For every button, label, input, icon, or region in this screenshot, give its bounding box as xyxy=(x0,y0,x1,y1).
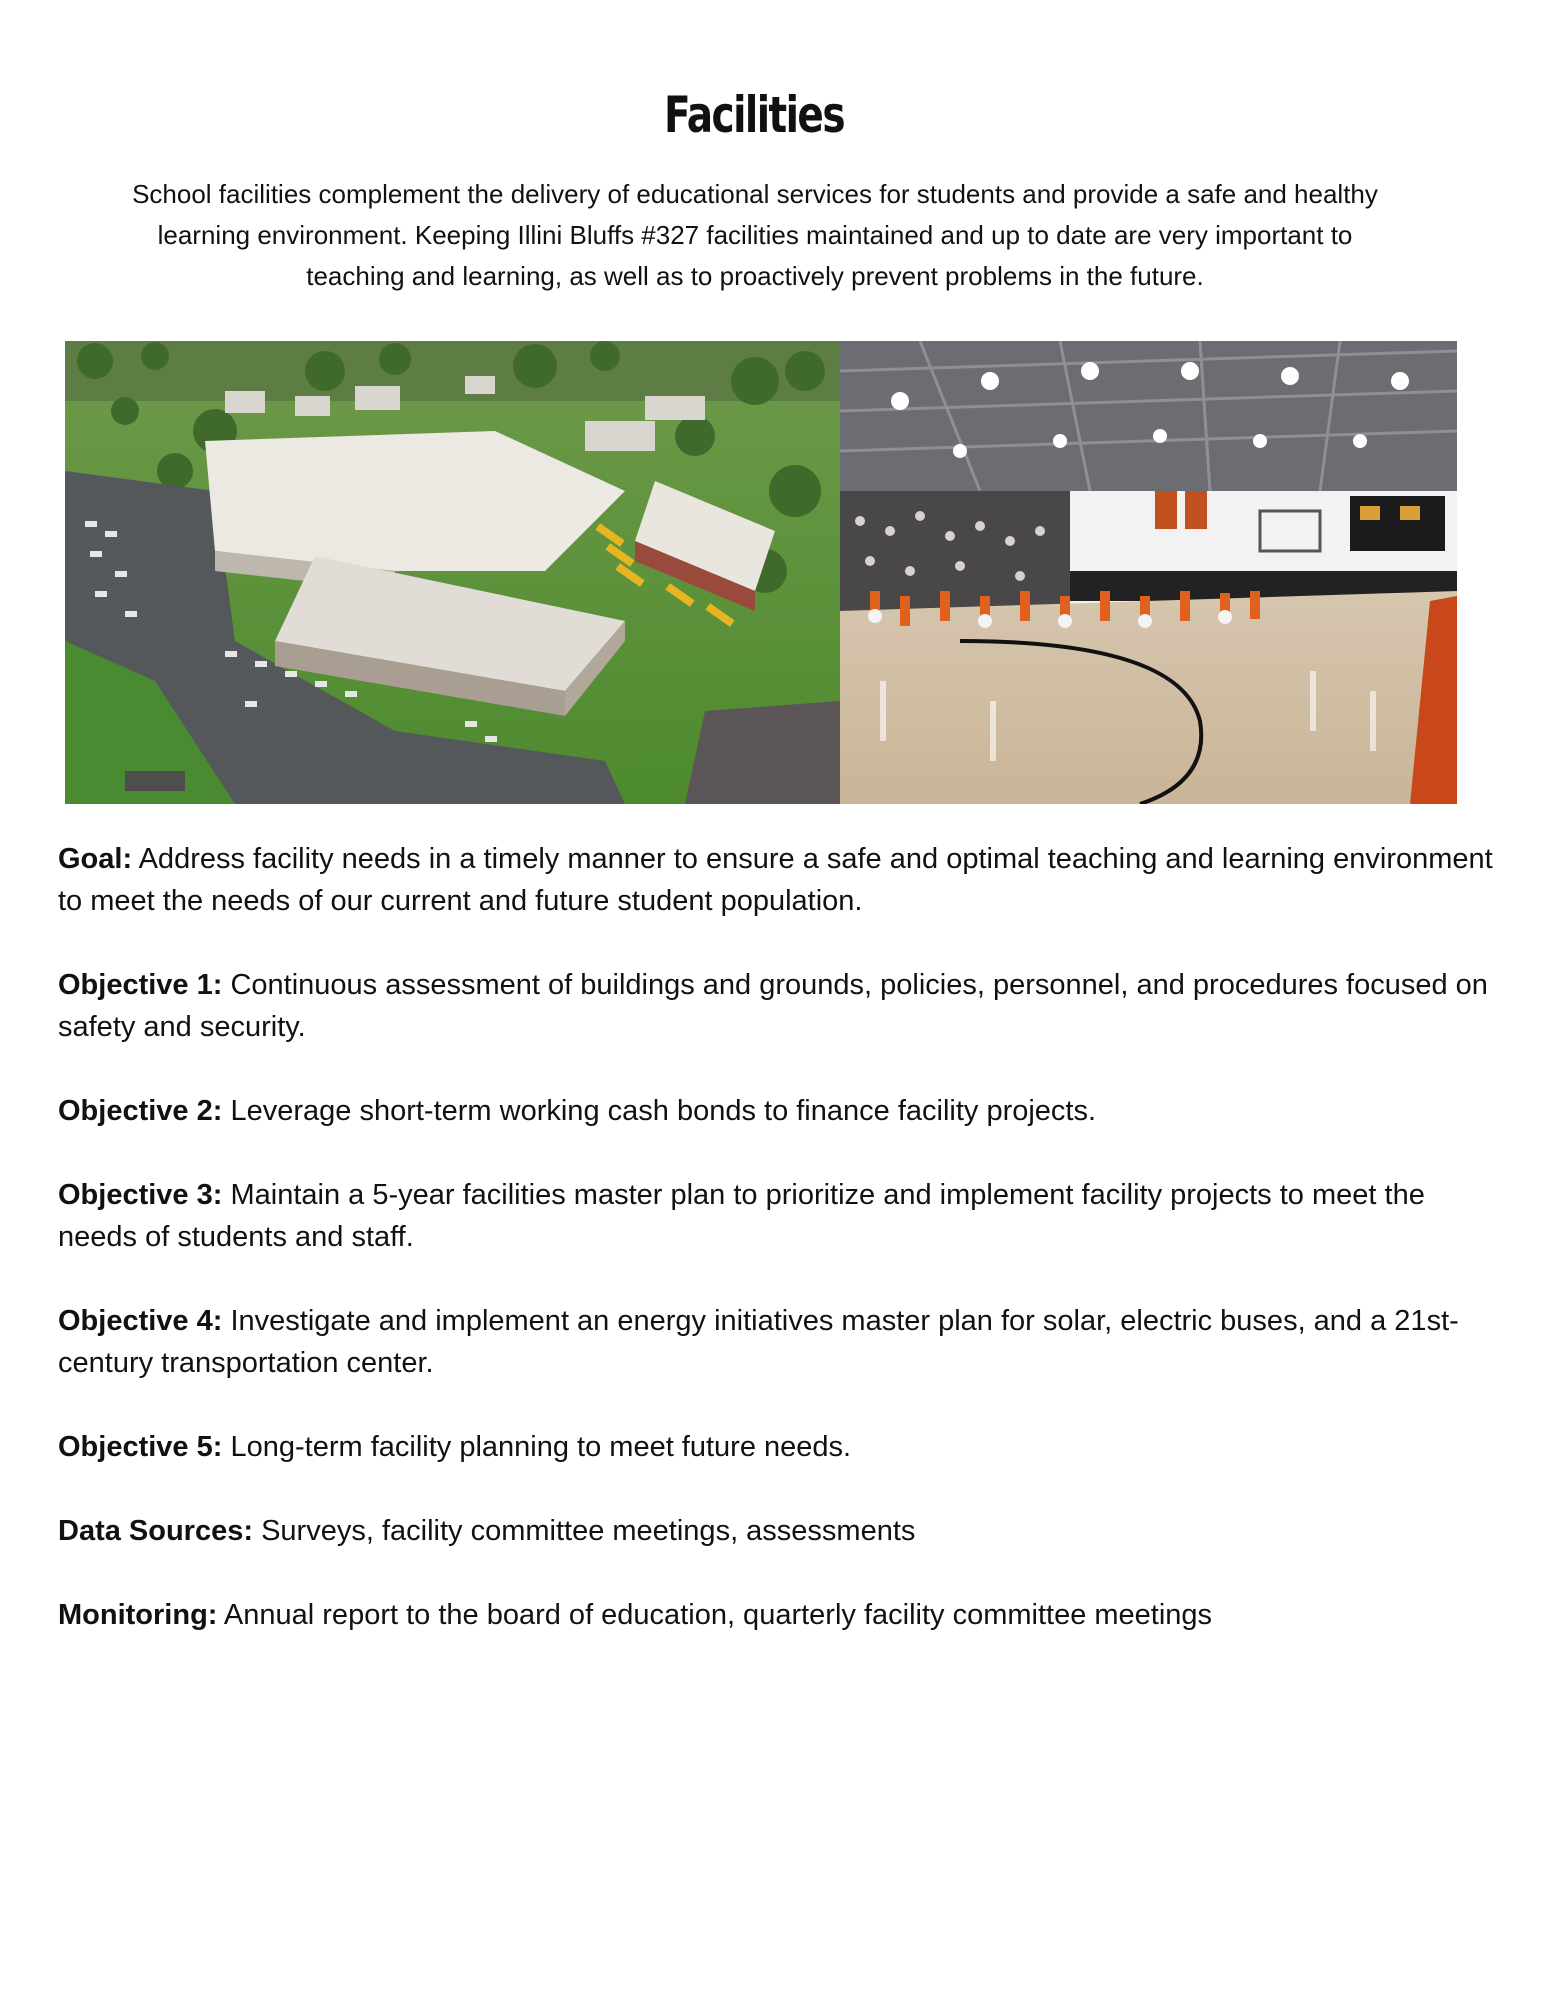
objective-1-text: Continuous assessment of buildings and grounds, policies, personnel, and procedures focused on safety and security. xyxy=(58,969,1488,1043)
objective-4-paragraph xyxy=(58,1300,1498,1384)
goal-label: Goal: xyxy=(58,843,133,875)
monitoring-text: Annual report to the board of education, quarterly facility committee meetings xyxy=(223,1599,1213,1631)
objective-1-label: Objective 1: xyxy=(58,969,223,1001)
objective-4-text: Investigate and implement an energy initiatives master plan for solar, electric buses, and a 21st-century transportation center. xyxy=(58,1305,1459,1379)
objective-3-text: Maintain a 5-year facilities master plan to prioritize and implement facility projects to meet the needs of students and staff. xyxy=(58,1179,1425,1253)
objective-3-label: Objective 3: xyxy=(58,1179,223,1211)
objective-2-text: Leverage short-term working cash bonds to finance facility projects. xyxy=(230,1095,1097,1127)
aerial-school-photo xyxy=(65,341,840,804)
page-title: Facilities xyxy=(664,86,844,144)
objective-5-paragraph xyxy=(58,1426,1498,1468)
objective-2-paragraph xyxy=(58,1090,1498,1132)
objective-4-label: Objective 4: xyxy=(58,1305,223,1337)
data-sources-text: Surveys, facility committee meetings, assessments xyxy=(261,1515,916,1547)
objective-3-paragraph xyxy=(58,1174,1498,1258)
objective-5-text: Long-term facility planning to meet future needs. xyxy=(230,1431,852,1463)
monitoring-label: Monitoring: xyxy=(58,1599,218,1631)
objective-5-label: Objective 5: xyxy=(58,1431,223,1463)
data-sources-label: Data Sources: xyxy=(58,1515,254,1547)
gymnasium-photo xyxy=(840,341,1457,804)
objective-1-paragraph xyxy=(58,964,1498,1048)
goal-text: Address facility needs in a timely manner to ensure a safe and optimal teaching and learning environment to meet the needs of our current and future student population. xyxy=(58,843,1493,917)
intro-paragraph: School facilities complement the delivery of educational services for students and provide a safe and healthy learning environment. Keeping Illini Bluffs #327 facilities maintained and up to date are very important to teaching and learning, as well as to proactively prevent problems in the future. xyxy=(132,179,1378,291)
data-sources-paragraph xyxy=(58,1510,1498,1552)
objective-2-label: Objective 2: xyxy=(58,1095,223,1127)
monitoring-paragraph xyxy=(58,1594,1498,1636)
plan-content xyxy=(58,838,1498,1678)
photo-strip xyxy=(65,341,1457,804)
goal-paragraph xyxy=(58,838,1498,922)
